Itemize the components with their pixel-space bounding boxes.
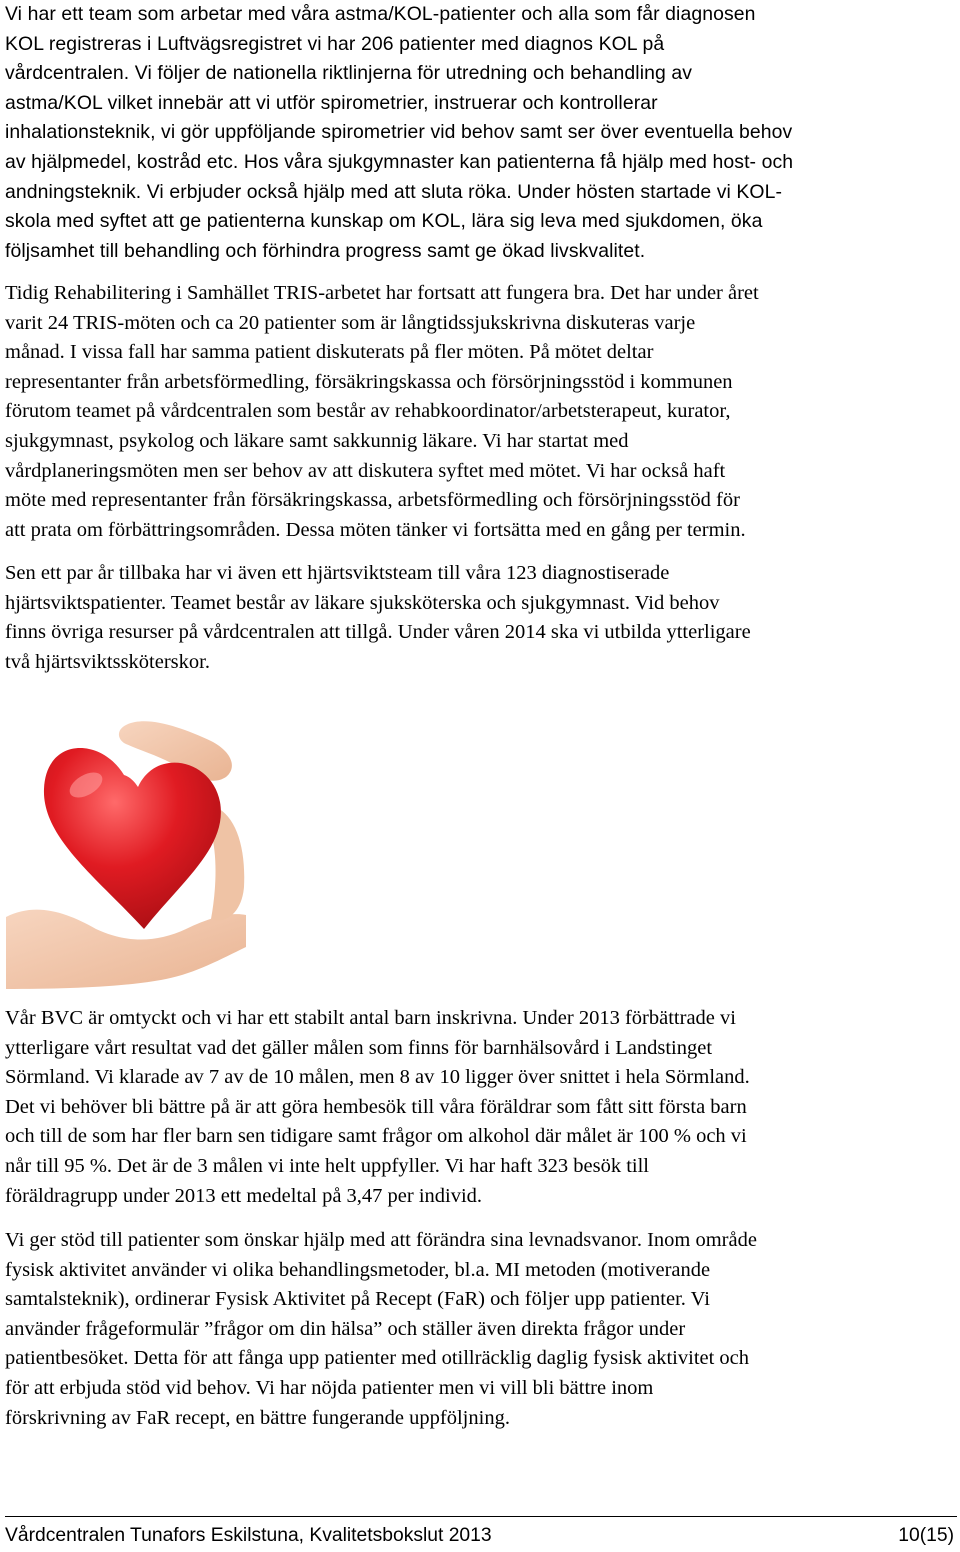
text-line: föräldragrupp under 2013 ett medeltal på 3,47 per individ. (5, 1184, 483, 1207)
text-line: hjärtsviktspatienter. Teamet består av läkare sjuksköterska och sjukgymnast. Vid behov (5, 591, 720, 614)
text-line: varit 24 TRIS-möten och ca 20 patienter som är långtidssjukskrivna diskuteras varje (5, 311, 696, 334)
text-line: representanter från arbetsförmedling, försäkringskassa och försörjningsstöd i kommunen (5, 370, 733, 393)
text-line: Sörmland. Vi klarade av 7 av de 10 målen, men 8 av 10 ligger över snittet i hela Sörmland. (5, 1066, 750, 1089)
heart-shape (44, 748, 221, 929)
heart-in-hand-icon (6, 697, 246, 989)
text-line: förskrivning av FaR recept, en bättre fungerande uppföljning. (5, 1406, 510, 1429)
text-line: möte med representanter från försäkringskassa, arbetsförmedling och försörjningsstöd för (5, 489, 740, 512)
text-line: av hjälpmedel, kostråd etc. Hos våra sjukgymnaster kan patienterna få hjälp med host- och (5, 150, 794, 173)
footer-title: Vårdcentralen Tunafors Eskilstuna, Kvalitetsbokslut 2013 (5, 1525, 492, 1546)
text-line: når till 95 %. Det är de 3 målen vi inte helt uppfyller. Vi har haft 323 besök till (5, 1154, 649, 1177)
text-line: andningsteknik. Vi erbjuder också hjälp med att sluta röka. Under hösten startade vi KOL- (5, 180, 783, 203)
paragraph-bvc (5, 1004, 955, 1211)
text-line: Tidig Rehabilitering i Samhället TRIS-arbetet har fortsatt att fungera bra. Det har under året (5, 282, 759, 304)
text-line: Det vi behöver bli bättre på är att göra hembesök till våra föräldrar som fått sitt första barn (5, 1095, 747, 1118)
paragraph-hjartsvikt (5, 559, 955, 677)
hand-shape (6, 910, 246, 989)
text-line: följsamhet till behandling och förhindra progress samt ge ökad livskvalitet. (5, 239, 646, 262)
text-line: fysisk aktivitet använder vi olika behandlingsmetoder, bl.a. MI metoden (motiverande (5, 1258, 711, 1281)
text-line: Sen ett par år tillbaka har vi även ett hjärtsviktsteam till våra 123 diagnostiserade (5, 562, 670, 584)
text-line: och till de som har fler barn sen tidigare samt frågor om alkohol där målet är 100 % och vi (5, 1125, 747, 1148)
text-line: månad. I vissa fall har samma patient diskuterats på fler möten. På mötet deltar (5, 341, 654, 364)
text-line: patientbesöket. Detta för att fånga upp patienter med otillräcklig daglig fysisk aktivitet och (5, 1347, 750, 1370)
text-line: använder frågeformulär ”frågor om din hälsa” och ställer även direkta frågor under (5, 1317, 686, 1340)
text-line: inhalationsteknik, vi gör uppföljande spirometrier vid behov samt ser över eventuella behov (5, 121, 793, 144)
text-line: astma/KOL vilket innebär att vi utför spirometrier, instruerar och kontrollerar (5, 91, 658, 114)
paragraph-astma-kol (5, 0, 955, 266)
text-line: vårdcentralen. Vi följer de nationella riktlinjerna för utredning och behandling av (5, 62, 693, 85)
text-line: Vi har ett team som arbetar med våra astma/KOL-patienter och alla som får diagnosen (5, 3, 756, 25)
text-line: samtalsteknik), ordinerar Fysisk Aktivitet på Recept (FaR) och följer upp patienter. Vi (5, 1288, 710, 1311)
text-line: förutom teamet på vårdcentralen som består av rehabkoordinator/arbetsterapeut, kurator, (5, 400, 731, 423)
text-line: för att erbjuda stöd vid behov. Vi har nöjda patienter men vi vill bli bättre inom (5, 1376, 654, 1399)
text-line: Vi ger stöd till patienter som önskar hjälp med att förändra sina levnadsvanor. Inom område (5, 1229, 757, 1251)
text-line: finns övriga resurser på vårdcentralen att tillgå. Under våren 2014 ska vi utbilda ytterligare (5, 621, 751, 644)
footer-divider (5, 1516, 957, 1517)
text-line: vårdplaneringsmöten men ser behov av att diskutera syftet med mötet. Vi har också haft (5, 459, 726, 482)
text-line: att prata om förbättringsområden. Dessa möten tänker vi fortsätta med en gång per termin. (5, 518, 746, 541)
page-number: 10(15) (898, 1525, 954, 1546)
paragraph-tris (5, 279, 955, 545)
text-line: ytterligare vårt resultat vad det gäller målen som finns för barnhälsovård i Landstinget (5, 1036, 713, 1059)
text-line: Vår BVC är omtyckt och vi har ett stabilt antal barn inskrivna. Under 2013 förbättrade vi (5, 1007, 736, 1029)
text-line: skola med syftet att ge patienterna kunskap om KOL, lära sig leva med sjukdomen, öka (5, 210, 763, 233)
paragraph-levnadsvanor (5, 1226, 955, 1433)
text-line: två hjärtsviktssköterskor. (5, 650, 210, 673)
text-line: KOL registreras i Luftvägsregistret vi har 206 patienter med diagnos KOL på (5, 32, 665, 55)
text-line: sjukgymnast, psykolog och läkare samt sakkunnig läkare. Vi har startat med (5, 429, 629, 452)
